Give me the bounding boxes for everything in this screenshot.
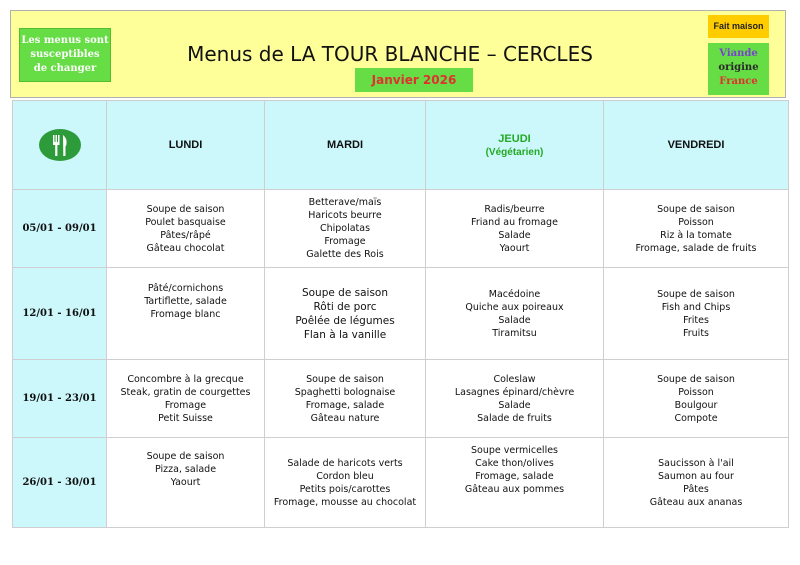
day-name: JEUDI [498, 132, 531, 145]
dish: Cordon bleu [316, 470, 374, 482]
origine-word: origine [718, 62, 759, 73]
notice-label [19, 28, 111, 82]
dish: Poisson [678, 386, 714, 398]
dish: Concombre à la grecque [127, 373, 244, 385]
menu-cell [426, 438, 604, 528]
france-word: France [719, 76, 758, 87]
dish: Pâté/cornichons [147, 283, 224, 294]
month-label: Janvier 2026 [355, 68, 473, 92]
dish: Yaourt [499, 242, 530, 254]
dish: Radis/beurre [484, 203, 545, 215]
dish: Quiche aux poireaux [465, 301, 564, 313]
dish: Fromage, salade [475, 471, 554, 482]
dish: Tiramitsu [492, 327, 537, 339]
dish: Salade [498, 229, 531, 241]
menu-cell [426, 268, 604, 360]
viande-word: Viande [719, 48, 758, 59]
dish: Frites [683, 314, 709, 326]
dish: Galette des Rois [306, 249, 384, 260]
dish: Soupe vermicelles [471, 445, 558, 456]
dish: Soupe de saison [301, 286, 389, 299]
dish: Yaourt [170, 477, 201, 488]
dish: Friand au fromage [471, 216, 558, 228]
notice-line: de changer [33, 63, 97, 74]
week-row [13, 268, 789, 360]
dish: Betterave/maïs [308, 197, 382, 208]
dish: Gâteau chocolat [146, 242, 225, 254]
dish: Pâtes/râpé [160, 229, 211, 241]
dish: Soupe de saison [146, 203, 225, 215]
header-row [13, 101, 789, 190]
menu-cell [426, 190, 604, 268]
dish: Riz à la tomate [660, 229, 732, 241]
menu-cell [604, 438, 789, 528]
dish: Salade [498, 399, 531, 411]
dish: Soupe de saison [146, 451, 225, 462]
day-name: MARDI [326, 139, 364, 151]
notice-line: susceptibles [30, 49, 100, 60]
dish: Macédoine [488, 288, 541, 300]
menu-cell [604, 268, 789, 360]
dish: Gâteau aux ananas [649, 496, 743, 508]
dish: Fromage, salade de fruits [635, 242, 757, 254]
dish: Salade de fruits [477, 412, 552, 424]
dish: Haricots beurre [308, 210, 382, 221]
dish: Petit Suisse [158, 412, 213, 424]
dish: Fromage, salade [305, 399, 385, 411]
day-header-lundi [107, 101, 265, 190]
dish: Fromage [164, 399, 207, 411]
dish: Salade [498, 314, 531, 326]
dish: Gâteau nature [310, 412, 380, 424]
dish: Saumon au four [658, 470, 734, 482]
menu-cell [265, 360, 426, 438]
cutlery-icon [39, 129, 81, 161]
dish: Soupe de saison [306, 373, 384, 385]
dish: Poisson [678, 216, 714, 228]
dish: Soupe de saison [657, 203, 735, 215]
day-header-mardi [265, 101, 426, 190]
day-name: VENDREDI [667, 139, 725, 151]
vegetarian-label: (Végétarien) [485, 146, 544, 158]
menu-cell [426, 360, 604, 438]
dish: Cake thon/olives [475, 458, 554, 469]
menu-cell [107, 360, 265, 438]
week-label: 05/01 - 09/01 [13, 190, 107, 268]
dish: Chipolatas [319, 223, 371, 234]
dish: Pizza, salade [154, 464, 217, 475]
menu-cell [604, 190, 789, 268]
dish: Soupe de saison [657, 373, 735, 385]
menu-cell [265, 268, 426, 360]
dish: Saucisson à l'ail [658, 457, 734, 469]
dish: Tartiflette, salade [144, 296, 227, 307]
notice-line: Les menus sont [21, 35, 109, 46]
menu-table [12, 100, 789, 528]
dish: Rôti de porc [313, 300, 377, 313]
day-name: LUNDI [168, 139, 203, 151]
week-label: 12/01 - 16/01 [13, 268, 107, 360]
page-title: Menus de LA TOUR BLANCHE – CERCLES [187, 42, 593, 66]
dish: Soupe de saison [657, 288, 735, 300]
day-header-jeudi [426, 101, 604, 190]
menu-cell [107, 438, 265, 528]
week-row [13, 360, 789, 438]
dish: Steak, gratin de courgettes [120, 386, 251, 398]
week-row [13, 190, 789, 268]
dish: Gâteau aux pommes [464, 484, 565, 495]
dish: Fromage blanc [150, 309, 221, 320]
viande-origine-label [708, 43, 769, 95]
dish: Boulgour [674, 399, 718, 411]
menu-cell [265, 190, 426, 268]
dish: Fruits [682, 327, 709, 339]
week-label: 19/01 - 23/01 [13, 360, 107, 438]
dish: Fish and Chips [661, 301, 731, 313]
dish: Lasagnes épinard/chèvre [454, 386, 575, 398]
dish: Spaghetti bolognaise [294, 386, 396, 398]
dish: Poulet basquaise [145, 216, 226, 228]
dish: Salade de haricots verts [287, 457, 403, 469]
fait-maison-label: Fait maison [708, 15, 769, 38]
dish: Fromage [324, 236, 366, 247]
menu-cell [604, 360, 789, 438]
dish: Petits pois/carottes [299, 483, 391, 495]
dish: Poêlée de légumes [295, 314, 395, 327]
menu-cell [107, 268, 265, 360]
week-label: 26/01 - 30/01 [13, 438, 107, 528]
dish: Flan à la vanille [303, 328, 387, 341]
logo-cell [13, 101, 107, 190]
week-row [13, 438, 789, 528]
dish: Coleslaw [493, 373, 536, 385]
dish: Pâtes [683, 483, 709, 495]
menu-cell [107, 190, 265, 268]
day-header-vendredi [604, 101, 789, 190]
dish: Compote [674, 412, 718, 424]
dish: Fromage, mousse au chocolat [273, 496, 417, 508]
menu-cell [265, 438, 426, 528]
